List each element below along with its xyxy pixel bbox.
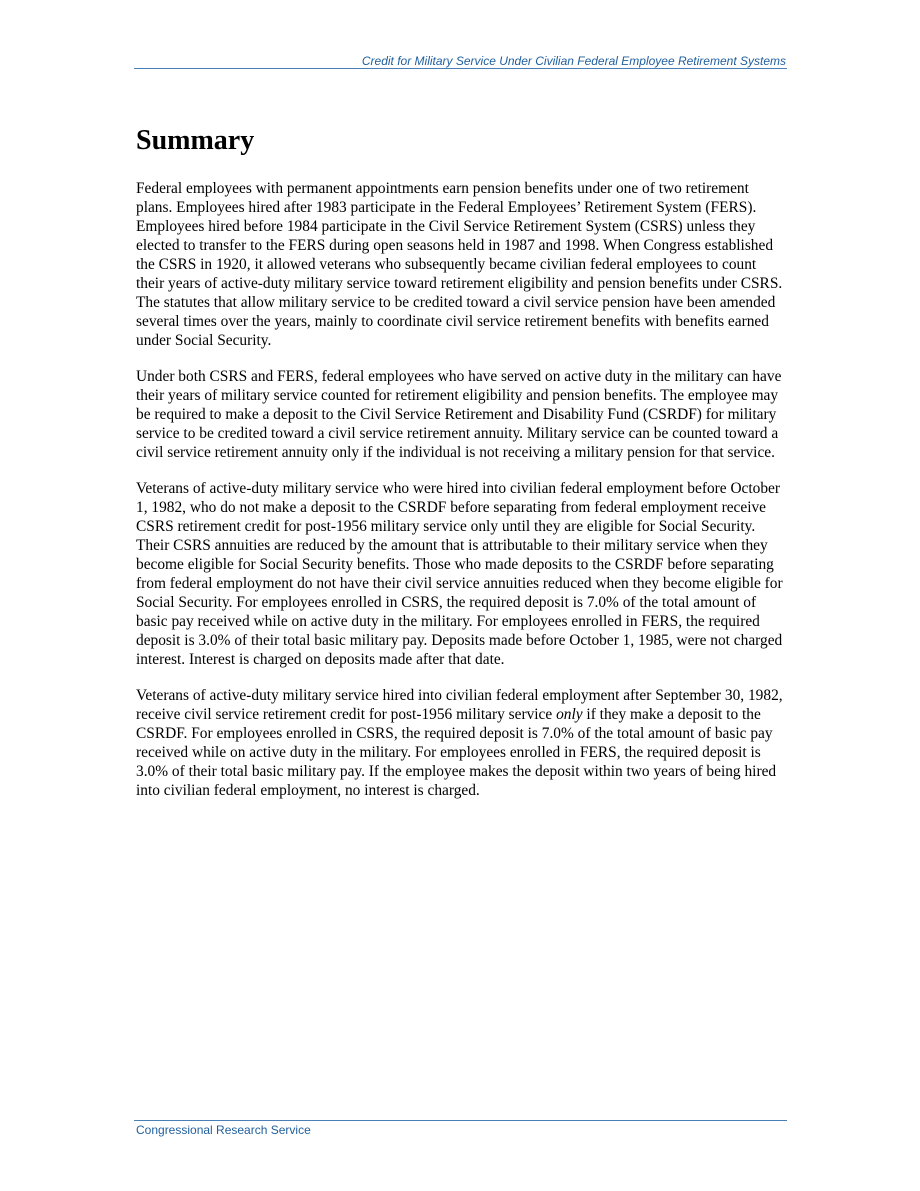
paragraph-4 [136, 686, 788, 800]
paragraph-4-text-start: Veterans of active-duty military service hired into civilian federal employment after September 30, 1982, receive civil service retirement credit for post-1956 military service [136, 687, 783, 723]
running-header: Credit for Military Service Under Civilian Federal Employee Retirement Systems [361, 54, 786, 68]
footer-rule [134, 1120, 787, 1121]
header-rule [134, 68, 787, 69]
paragraph-3: Veterans of active-duty military service who were hired into civilian federal employment before October 1, 1982, who do not make a deposit to the CSRDF before separating from federal employment receive CSRS retirement credit for post-1956 military service only until they are eligible for Social Security. Their CSRS annuities are reduced by the amount that is attributable to their military service when they become eligible for Social Security benefits. Those who made deposits to the CSRDF before separating from federal employment do not have their civil service annuities reduced when they become eligible for Social Security. For employees enrolled in CSRS, the required deposit is 7.0% of the total amount of basic pay received while on active duty in the military. For employees enrolled in FERS, the required deposit is 3.0% of their total basic military pay. Deposits made before October 1, 1985, were not charged interest. Interest is charged on deposits made after that date. [136, 480, 783, 668]
footer-organization: Congressional Research Service [136, 1123, 311, 1137]
paragraph-4-emphasis: only [556, 706, 583, 723]
paragraph-1: Federal employees with permanent appointments earn pension benefits under one of two retirement plans. Employees hired after 1983 participate in the Federal Employees’ Retirement System (FERS). Employees hired before 1984 participate in the Civil Service Retirement System (CSRS) unless they elected to transfer to the FERS during open seasons held in 1987 and 1998. When Congress established the CSRS in 1920, it allowed veterans who subsequently became civilian federal employees to count their years of active-duty military service toward retirement eligibility and pension benefits under CSRS. The statutes that allow military service to be credited toward a civil service pension have been amended several times over the years, mainly to coordinate civil service retirement benefits with benefits earned under Social Security. [136, 180, 783, 349]
paragraph-4-text-end: if they make a deposit to the CSRDF. For employees enrolled in CSRS, the required deposit is 7.0% of the total amount of basic pay received while on active duty in the military. For employees enrolled in FERS, the required deposit is 3.0% of their total basic military pay. If the employee makes the deposit within two years of being hired into civilian federal employment, no interest is charged. [136, 706, 777, 799]
summary-body [136, 179, 788, 817]
paragraph-2: Under both CSRS and FERS, federal employees who have served on active duty in the military can have their years of military service counted for retirement eligibility and pension benefits. The employee may be required to make a deposit to the Civil Service Retirement and Disability Fund (CSRDF) for military service to be credited toward a civil service retirement annuity. Military service can be counted toward a civil service retirement annuity only if the individual is not receiving a military pension for that service. [136, 368, 782, 461]
page-title: Summary [136, 125, 255, 156]
